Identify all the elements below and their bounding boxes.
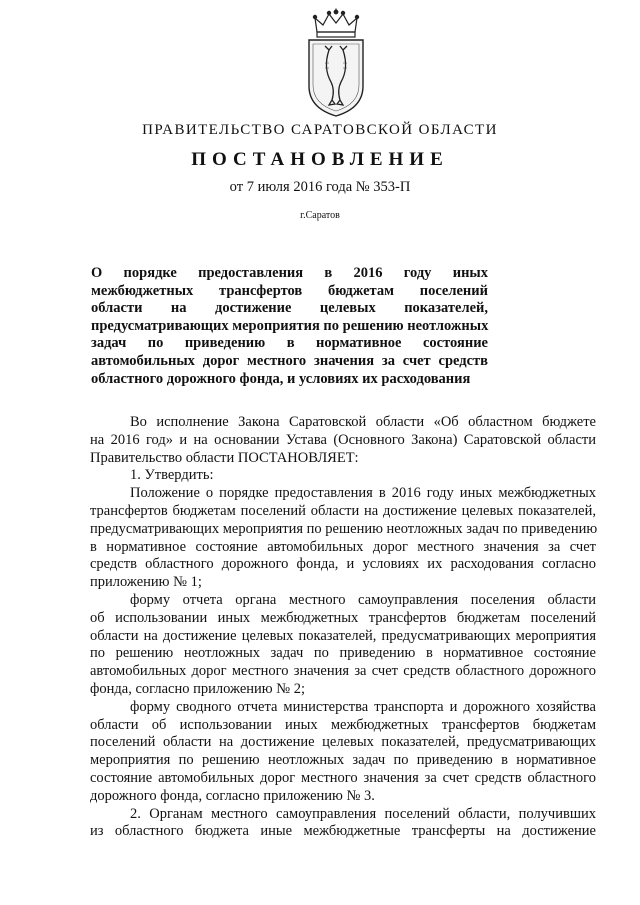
text-line: 1. Утвердить:: [130, 467, 214, 484]
document-body: [90, 414, 596, 841]
title-line: межбюджетных трансфертов бюджетам поселений: [91, 282, 488, 299]
paragraph-local-bodies: [90, 806, 596, 842]
text-line: дорожного фонда, согласно приложению № 3.: [90, 787, 375, 804]
text-line: 2. Органам местного самоуправления поселений области, получивших: [130, 805, 596, 822]
city-name: г.Саратов: [300, 210, 340, 221]
paragraph-preamble: [90, 414, 596, 467]
text-line: в нормативное состояние автомобильных дорог местного значения за счет: [90, 538, 596, 555]
text-line: об использовании иных межбюджетных трансфертов бюджетам поселений: [90, 609, 596, 626]
paragraph-summary-form: [90, 699, 596, 806]
title-line: автомобильных дорог местного значения за счет средств: [91, 352, 488, 369]
text-line: из областного бюджета иные межбюджетные трансферты на достижение: [90, 823, 596, 840]
paragraph-regulation: [90, 485, 596, 592]
text-line: состояние автомобильных дорог местного значения за счет средств областного: [90, 769, 596, 786]
text-line: области об использовании иных межбюджетных трансфертов бюджетам: [90, 716, 596, 733]
paragraph-approve: [90, 467, 596, 485]
text-line: Правительство области ПОСТАНОВЛЯЕТ:: [90, 449, 359, 466]
document-type: ПОСТАНОВЛЕНИЕ: [191, 149, 449, 170]
text-line: Положение о порядке предоставления в 2016 году иных межбюджетных: [130, 485, 596, 502]
title-line: предусматривающих мероприятия по решению неотложных: [91, 317, 489, 334]
text-line: Во исполнение Закона Саратовской области «Об областном бюджете: [130, 414, 596, 430]
document-title: [91, 265, 488, 388]
text-line: предусматривающих мероприятия по решению неотложных задач по приведению: [90, 520, 598, 537]
text-line: на 2016 год» и на основании Устава (Основного Закона) Саратовской области: [90, 431, 596, 448]
government-name: ПРАВИТЕЛЬСТВО САРАТОВСКОЙ ОБЛАСТИ: [142, 122, 498, 138]
text-line: форму отчета органа местного самоуправления поселения области: [130, 591, 596, 608]
text-line: поселений области на достижение целевых показателей, предусматривающих: [90, 734, 596, 751]
text-line: мероприятия по решению неотложных задач по приведению в нормативное: [90, 752, 596, 769]
title-line: области на достижение целевых показателей,: [91, 300, 488, 317]
coat-of-arms-icon: [295, 8, 377, 120]
text-line: области на достижение целевых показателей, предусматривающих мероприятия: [90, 627, 596, 644]
text-line: средств областного дорожного фонда, и условиях их расходования согласно: [90, 556, 596, 573]
text-line: форму сводного отчета министерства транспорта и дорожного хозяйства: [130, 698, 596, 715]
text-line: по решению неотложных задач по приведению в нормативное состояние: [90, 645, 596, 662]
date-and-number: от 7 июля 2016 года № 353-П: [229, 179, 411, 195]
text-line: фонда, согласно приложению № 2;: [90, 680, 305, 697]
title-line: областного дорожного фонда, и условиях их расходования: [91, 370, 471, 387]
paragraph-report-form: [90, 592, 596, 699]
title-line: задач по приведению в нормативное состояние: [91, 335, 488, 352]
text-line: автомобильных дорог местного значения за счет средств областного дорожного: [90, 663, 596, 680]
title-line: О порядке предоставления в 2016 году иных: [91, 265, 488, 281]
text-line: трансфертов бюджетам поселений области на достижение целевых показателей,: [90, 502, 596, 519]
text-line: приложению № 1;: [90, 574, 202, 591]
